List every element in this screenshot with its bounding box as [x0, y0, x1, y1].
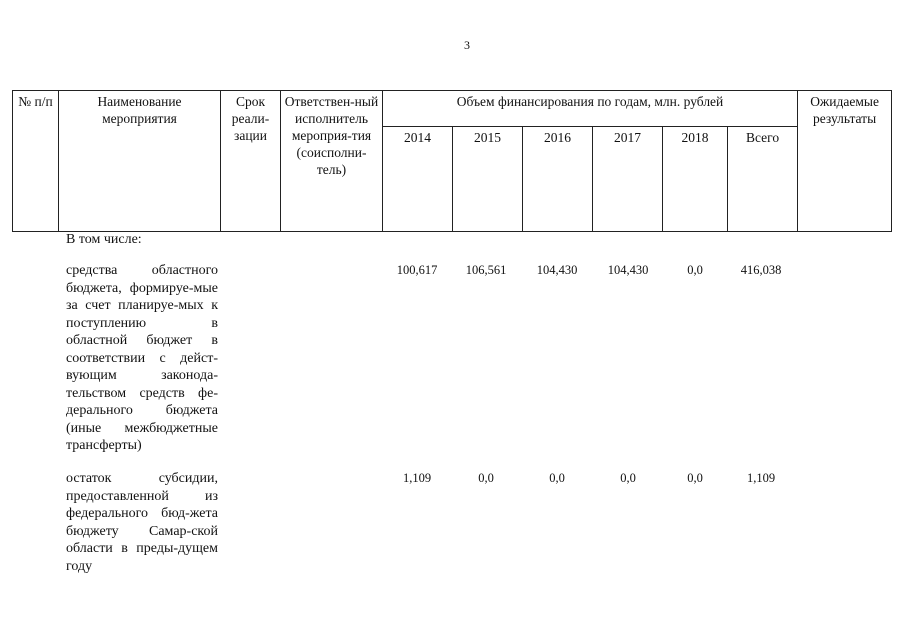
- row-2-value-2016: 0,0: [549, 471, 565, 485]
- row-2-value-total: 1,109: [746, 471, 776, 485]
- row-2-value-2014: 1,109: [402, 471, 432, 485]
- header-year-2016: 2016: [523, 127, 593, 232]
- header-year-2018: 2018: [663, 127, 728, 232]
- header-financing: Объем финансирования по годам, млн. рублей: [383, 91, 798, 127]
- header-table: [12, 90, 892, 232]
- header-num: № п/п: [13, 91, 59, 232]
- row-1-value-total: 416,038: [740, 263, 782, 277]
- header-year-2017: 2017: [593, 127, 663, 232]
- header-year-2014: 2014: [383, 127, 453, 232]
- row-2-value-2017: 0,0: [620, 471, 636, 485]
- page-number: 3: [464, 38, 470, 52]
- intro-text: В том числе:: [66, 232, 142, 247]
- row-1-value-2018: 0,0: [687, 263, 703, 277]
- row-1-value-2015: 106,561: [465, 263, 507, 277]
- row-2-name: остаток субсидии, предоставленной из федерального бюд-жета бюджету Самар-ской области в преды-дущем году: [66, 471, 218, 574]
- header-name: Наименование мероприятия: [59, 91, 221, 232]
- row-2-value-2015: 0,0: [478, 471, 494, 485]
- header-term: Срок реали-зации: [221, 91, 281, 232]
- header-year-2015: 2015: [453, 127, 523, 232]
- header-executor: Ответствен-ный исполнитель мероприя-тия (соисполни-тель): [281, 91, 383, 232]
- row-1-value-2014: 100,617: [396, 263, 438, 277]
- header-results: Ожидаемые результаты: [798, 91, 892, 232]
- row-2-value-2018: 0,0: [687, 471, 703, 485]
- row-1-value-2017: 104,430: [607, 263, 649, 277]
- header-total: Всего: [728, 127, 798, 232]
- row-1-name: средства областного бюджета, формируе-мые за счет планируе-мых к поступлению в областной бюджет в соответствии с дейст-вующим законода-тельством средств фе-дерального бюджета (иные межбюджетные трансферты): [66, 263, 218, 453]
- row-1-value-2016: 104,430: [536, 263, 578, 277]
